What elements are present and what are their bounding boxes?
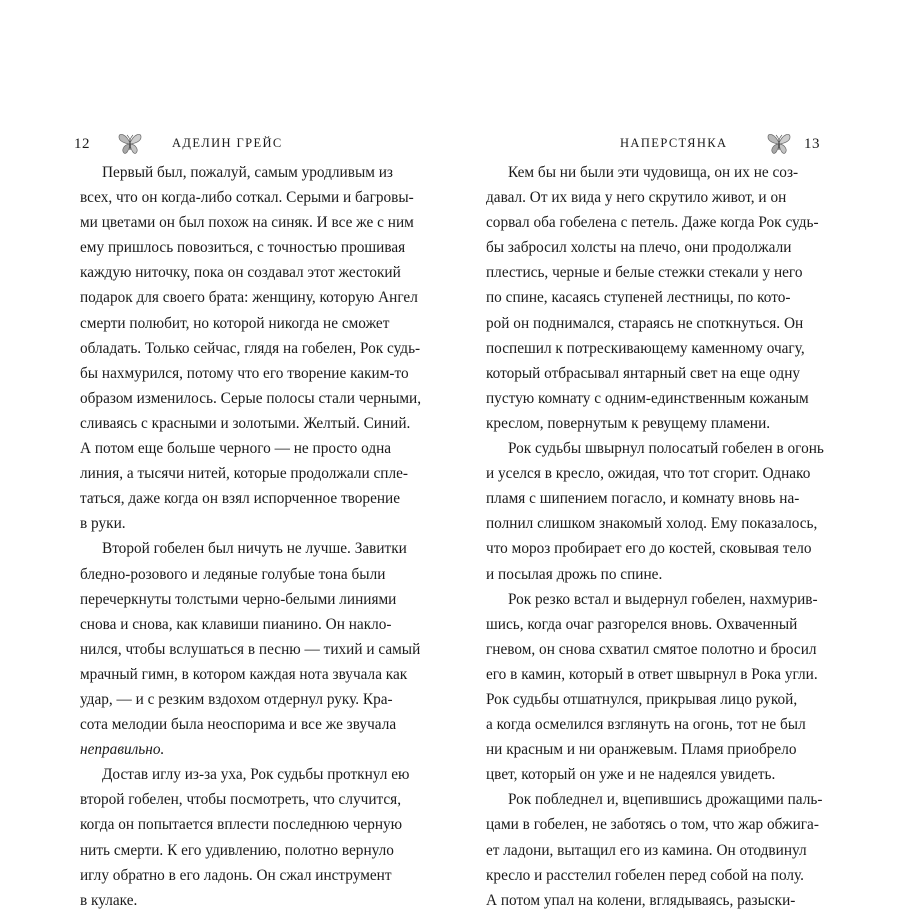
text-line: таться, даже когда он взял испорченное творение (80, 490, 401, 508)
text-line: который отбрасывал янтарный свет на еще одну (486, 364, 801, 382)
text-line: Рок резко встал и выдернул гобелен, нахмурив- (508, 590, 818, 608)
text-line: цами в гобелен, не заботясь о том, что жар обжига- (486, 816, 819, 834)
text-line: Рок судьбы швырнул полосатый гобелен в огонь (508, 440, 824, 458)
text-line: второй гобелен, чтобы посмотреть, что случится, (80, 791, 402, 809)
text-line: и посылая дрожь по спине. (486, 565, 663, 583)
text-line: всех, что он когда-либо соткал. Серыми и багровы- (80, 189, 414, 207)
text-line: каждую ниточку, пока он создавал этот жестокий (80, 264, 401, 282)
text-line: сливаясь с красными и золотыми. Желтый. Синий. (80, 414, 411, 432)
text-line: А потом упал на колени, вглядываясь, разыски- (486, 891, 796, 909)
text-line: в кулаке. (80, 891, 138, 909)
text-line: гневом, он снова схватил смятое полотно и бросил (486, 640, 817, 658)
text-line: его в камин, который в ответ швырнул в Рока угли. (486, 665, 818, 683)
text-line: давал. От их вида у него скрутило живот, и он (486, 189, 787, 207)
text-line: сорвал оба гобелена с петель. Даже когда Рок судь- (486, 214, 819, 232)
running-head-title: НАПЕРСТЯНКА (620, 136, 728, 150)
text-line: бы забросил холсты на плечо, они продолжали (486, 239, 792, 257)
text-line: Достав иглу из-за уха, Рок судьбы проткнул ею (102, 766, 410, 784)
text-line: полнил слишком знакомый холод. Ему показалось, (486, 515, 818, 533)
text-line: ни красным и ни оранжевым. Пламя приобрело (486, 741, 797, 759)
text-line: неправильно. (80, 741, 165, 759)
text-line: Рок судьбы отшатнулся, прикрывая лицо рукой, (486, 690, 798, 708)
right-page (450, 0, 900, 909)
page-number: 13 (804, 136, 820, 152)
text-line: Второй гобелен был ничуть не лучше. Завитки (102, 540, 407, 558)
text-line: нился, чтобы вслушаться в песню — тихий и самый (80, 640, 421, 658)
text-line: Кем бы ни были эти чудовища, он их не соз- (508, 164, 799, 181)
left-page (0, 0, 450, 909)
text-line: ему пришлось повозиться, с точностью прошивая (80, 239, 406, 257)
butterfly-icon (766, 131, 792, 157)
text-line: а когда осмелился взглянуть на огонь, тот не был (486, 716, 806, 734)
text-line: бледно-розового и ледяные голубые тона были (80, 565, 386, 583)
text-line: шись, когда очаг разгорелся вновь. Охваченный (486, 615, 798, 633)
text-line: образом изменилось. Серые полосы стали черными, (80, 389, 422, 407)
text-line: А потом еще больше черного — не просто одна (80, 440, 392, 458)
text-line: линия, а тысячи нитей, которые продолжали спле- (80, 465, 408, 483)
text-line: что мороз пробирает его до костей, сковывая тело (486, 540, 812, 558)
text-line: ми цветами он был похож на синяк. И все же с ним (80, 214, 414, 232)
text-line: по спине, касаясь ступеней лестницы, по кото- (486, 289, 791, 307)
text-line: креслом, повернутым к ревущему пламени. (486, 414, 771, 432)
text-line: подарок для своего брата: женщину, которую Ангел (80, 289, 418, 307)
text-line: иглу обратно в его ладонь. Он сжал инструмент (80, 866, 392, 884)
text-line: когда он попытается вплести последнюю черную (80, 816, 403, 834)
text-line: пламя с шипением погасло, и комнату вновь на- (486, 490, 800, 508)
text-line: нить смерти. К его удивлению, полотно вернуло (80, 841, 394, 859)
text-line: Рок побледнел и, вцепившись дрожащими паль- (508, 791, 823, 809)
text-line: ет ладони, вытащил его из камина. Он отодвинул (486, 841, 807, 859)
text-line: мрачный гимн, в котором каждая нота звучала как (80, 665, 408, 683)
text-line: снова и снова, как клавиши пианино. Он накло- (80, 615, 392, 633)
text-line: цвет, который он уже и не надеялся увидеть. (486, 766, 776, 784)
text-line: плестись, черные и белые стежки стекали у него (486, 264, 803, 282)
running-head-author: АДЕЛИН ГРЕЙС (172, 136, 283, 150)
text-line: сота мелодии была неоспорима и все же звучала (80, 716, 397, 734)
page-number: 12 (74, 136, 90, 152)
text-line: и уселся в кресло, ожидая, что тот сгорит. Однако (486, 465, 811, 483)
text-line: рой он поднимался, стараясь не споткнуться. Он (486, 314, 804, 332)
butterfly-icon (117, 131, 143, 157)
body-text (80, 160, 422, 913)
text-line: перечеркнуты толстыми черно-белыми линиями (80, 590, 397, 608)
text-line: бы нахмурился, потому что его творение каким-то (80, 364, 409, 382)
text-line: удар, — и с резким вздохом отдернул руку. Кра- (80, 690, 393, 708)
body-text (486, 160, 824, 913)
text-line: смерти полюбит, но которой никогда не сможет (80, 314, 390, 332)
text-line: кресло и расстелил гобелен перед собой на полу. (486, 866, 804, 884)
text-line: поспешил к потрескивающему каменному очагу, (486, 339, 805, 357)
text-line: обладать. Только сейчас, глядя на гобелен, Рок судь- (80, 339, 421, 357)
text-line: пустую комнату с одним-единственным кожаным (486, 389, 809, 407)
text-line: в руки. (80, 515, 126, 533)
text-line: Первый был, пожалуй, самым уродливым из (102, 164, 393, 181)
